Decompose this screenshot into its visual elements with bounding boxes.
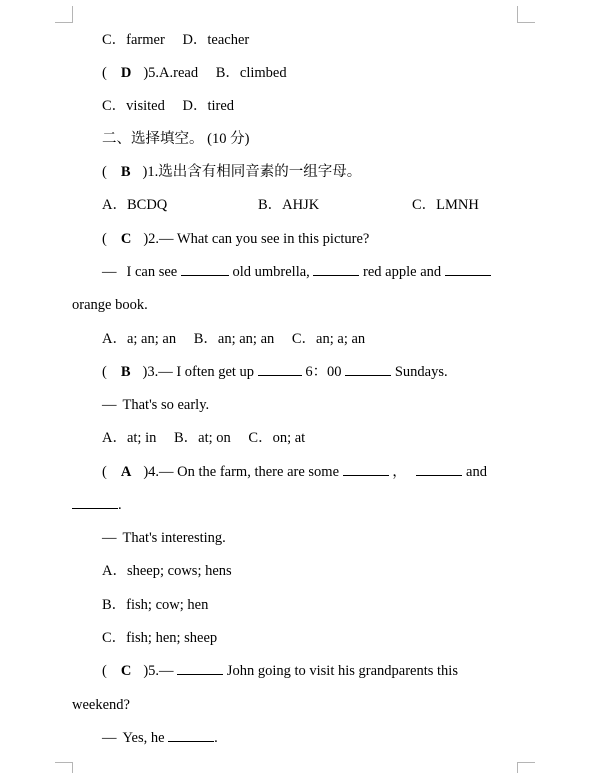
option-c: C．LMNH <box>412 197 479 213</box>
question-text: )1.选出含有相同音素的一组字母。 <box>142 164 362 180</box>
period: . <box>118 497 122 513</box>
paren-open: ( <box>102 65 107 81</box>
answer-blank <box>258 362 302 376</box>
option-b: B．an; an; an <box>193 331 275 347</box>
answer-blank <box>445 262 491 276</box>
question-continuation <box>102 728 518 748</box>
option-b: B．at; on <box>174 430 231 446</box>
question-continuation: orange book. <box>72 297 148 313</box>
answer-letter: C <box>120 231 132 247</box>
paren-open: ( <box>102 164 107 180</box>
option-c: C．farmer <box>102 32 165 48</box>
answer-letter: C <box>120 663 132 679</box>
period: . <box>214 730 218 746</box>
question-continuation <box>102 262 518 282</box>
question-line <box>102 362 518 382</box>
text-fragment: That's so early. <box>122 397 210 413</box>
answer-letter: D <box>120 65 132 81</box>
option-a: A．a; an; an <box>102 331 177 347</box>
paren-open: ( <box>102 663 107 679</box>
option-a: A．sheep; cows; hens <box>102 563 232 579</box>
question-text: )5.— <box>143 663 174 679</box>
question-continuation <box>102 528 518 548</box>
option-d: D．teacher <box>182 32 250 48</box>
question-continuation: weekend? <box>72 697 130 713</box>
answer-blank <box>168 728 214 742</box>
dash: — <box>102 730 117 746</box>
question-text: )3.— I often get up <box>142 364 255 380</box>
answer-letter: B <box>120 364 131 380</box>
question-line <box>102 162 518 182</box>
option-b: B．AHJK <box>258 197 320 213</box>
answer-blank <box>313 262 359 276</box>
options-line <box>102 30 518 50</box>
option-b: B．fish; cow; hen <box>102 597 209 613</box>
text-fragment: old umbrella, <box>232 264 310 280</box>
answer-blank <box>416 462 462 476</box>
text-fragment: red apple and <box>363 264 442 280</box>
answer-blank <box>181 262 229 276</box>
paren-open: ( <box>102 464 107 480</box>
text-fragment: Sundays. <box>394 364 448 380</box>
text-fragment: I can see <box>126 264 178 280</box>
question-line <box>102 462 518 482</box>
option-c: C．fish; hen; sheep <box>102 630 218 646</box>
paren-open: ( <box>102 231 107 247</box>
answer-blank <box>177 661 223 675</box>
option-a: A．BCDQ <box>102 197 168 213</box>
question-line <box>102 229 518 249</box>
comma: ， <box>392 464 407 480</box>
options-line <box>102 428 518 448</box>
answer-letter: B <box>120 164 131 180</box>
answer-letter: A <box>120 464 132 480</box>
options-line <box>102 329 518 349</box>
question-text: )5.A.read <box>143 65 199 81</box>
time: 6：00 <box>305 364 342 380</box>
answer-blank <box>343 462 389 476</box>
option-b: B．climbed <box>215 65 287 81</box>
question-text: )2.— What can you see in this picture? <box>143 231 370 247</box>
question-continuation <box>72 495 518 515</box>
question-line <box>102 661 518 681</box>
question-continuation <box>102 395 518 415</box>
dash: — <box>102 264 117 280</box>
question-line <box>102 63 518 83</box>
option-c: C．visited <box>102 98 165 114</box>
options-line <box>102 96 518 116</box>
text-fragment: and <box>466 464 487 480</box>
option-a: A．at; in <box>102 430 157 446</box>
option-c: C．on; at <box>248 430 306 446</box>
answer-blank <box>72 495 118 509</box>
option-c: C．an; a; an <box>291 331 366 347</box>
dash: — <box>102 530 117 546</box>
text-fragment: That's interesting. <box>122 530 226 546</box>
option-d: D．tired <box>182 98 235 114</box>
paren-open: ( <box>102 364 107 380</box>
text-fragment: Yes, he <box>122 730 165 746</box>
text-fragment: John going to visit his grandparents this <box>226 663 458 679</box>
answer-blank <box>345 362 391 376</box>
dash: — <box>102 397 117 413</box>
question-text: )4.— On the farm, there are some <box>143 464 340 480</box>
section-heading: 二、选择填空。 (10 分) <box>102 131 250 147</box>
